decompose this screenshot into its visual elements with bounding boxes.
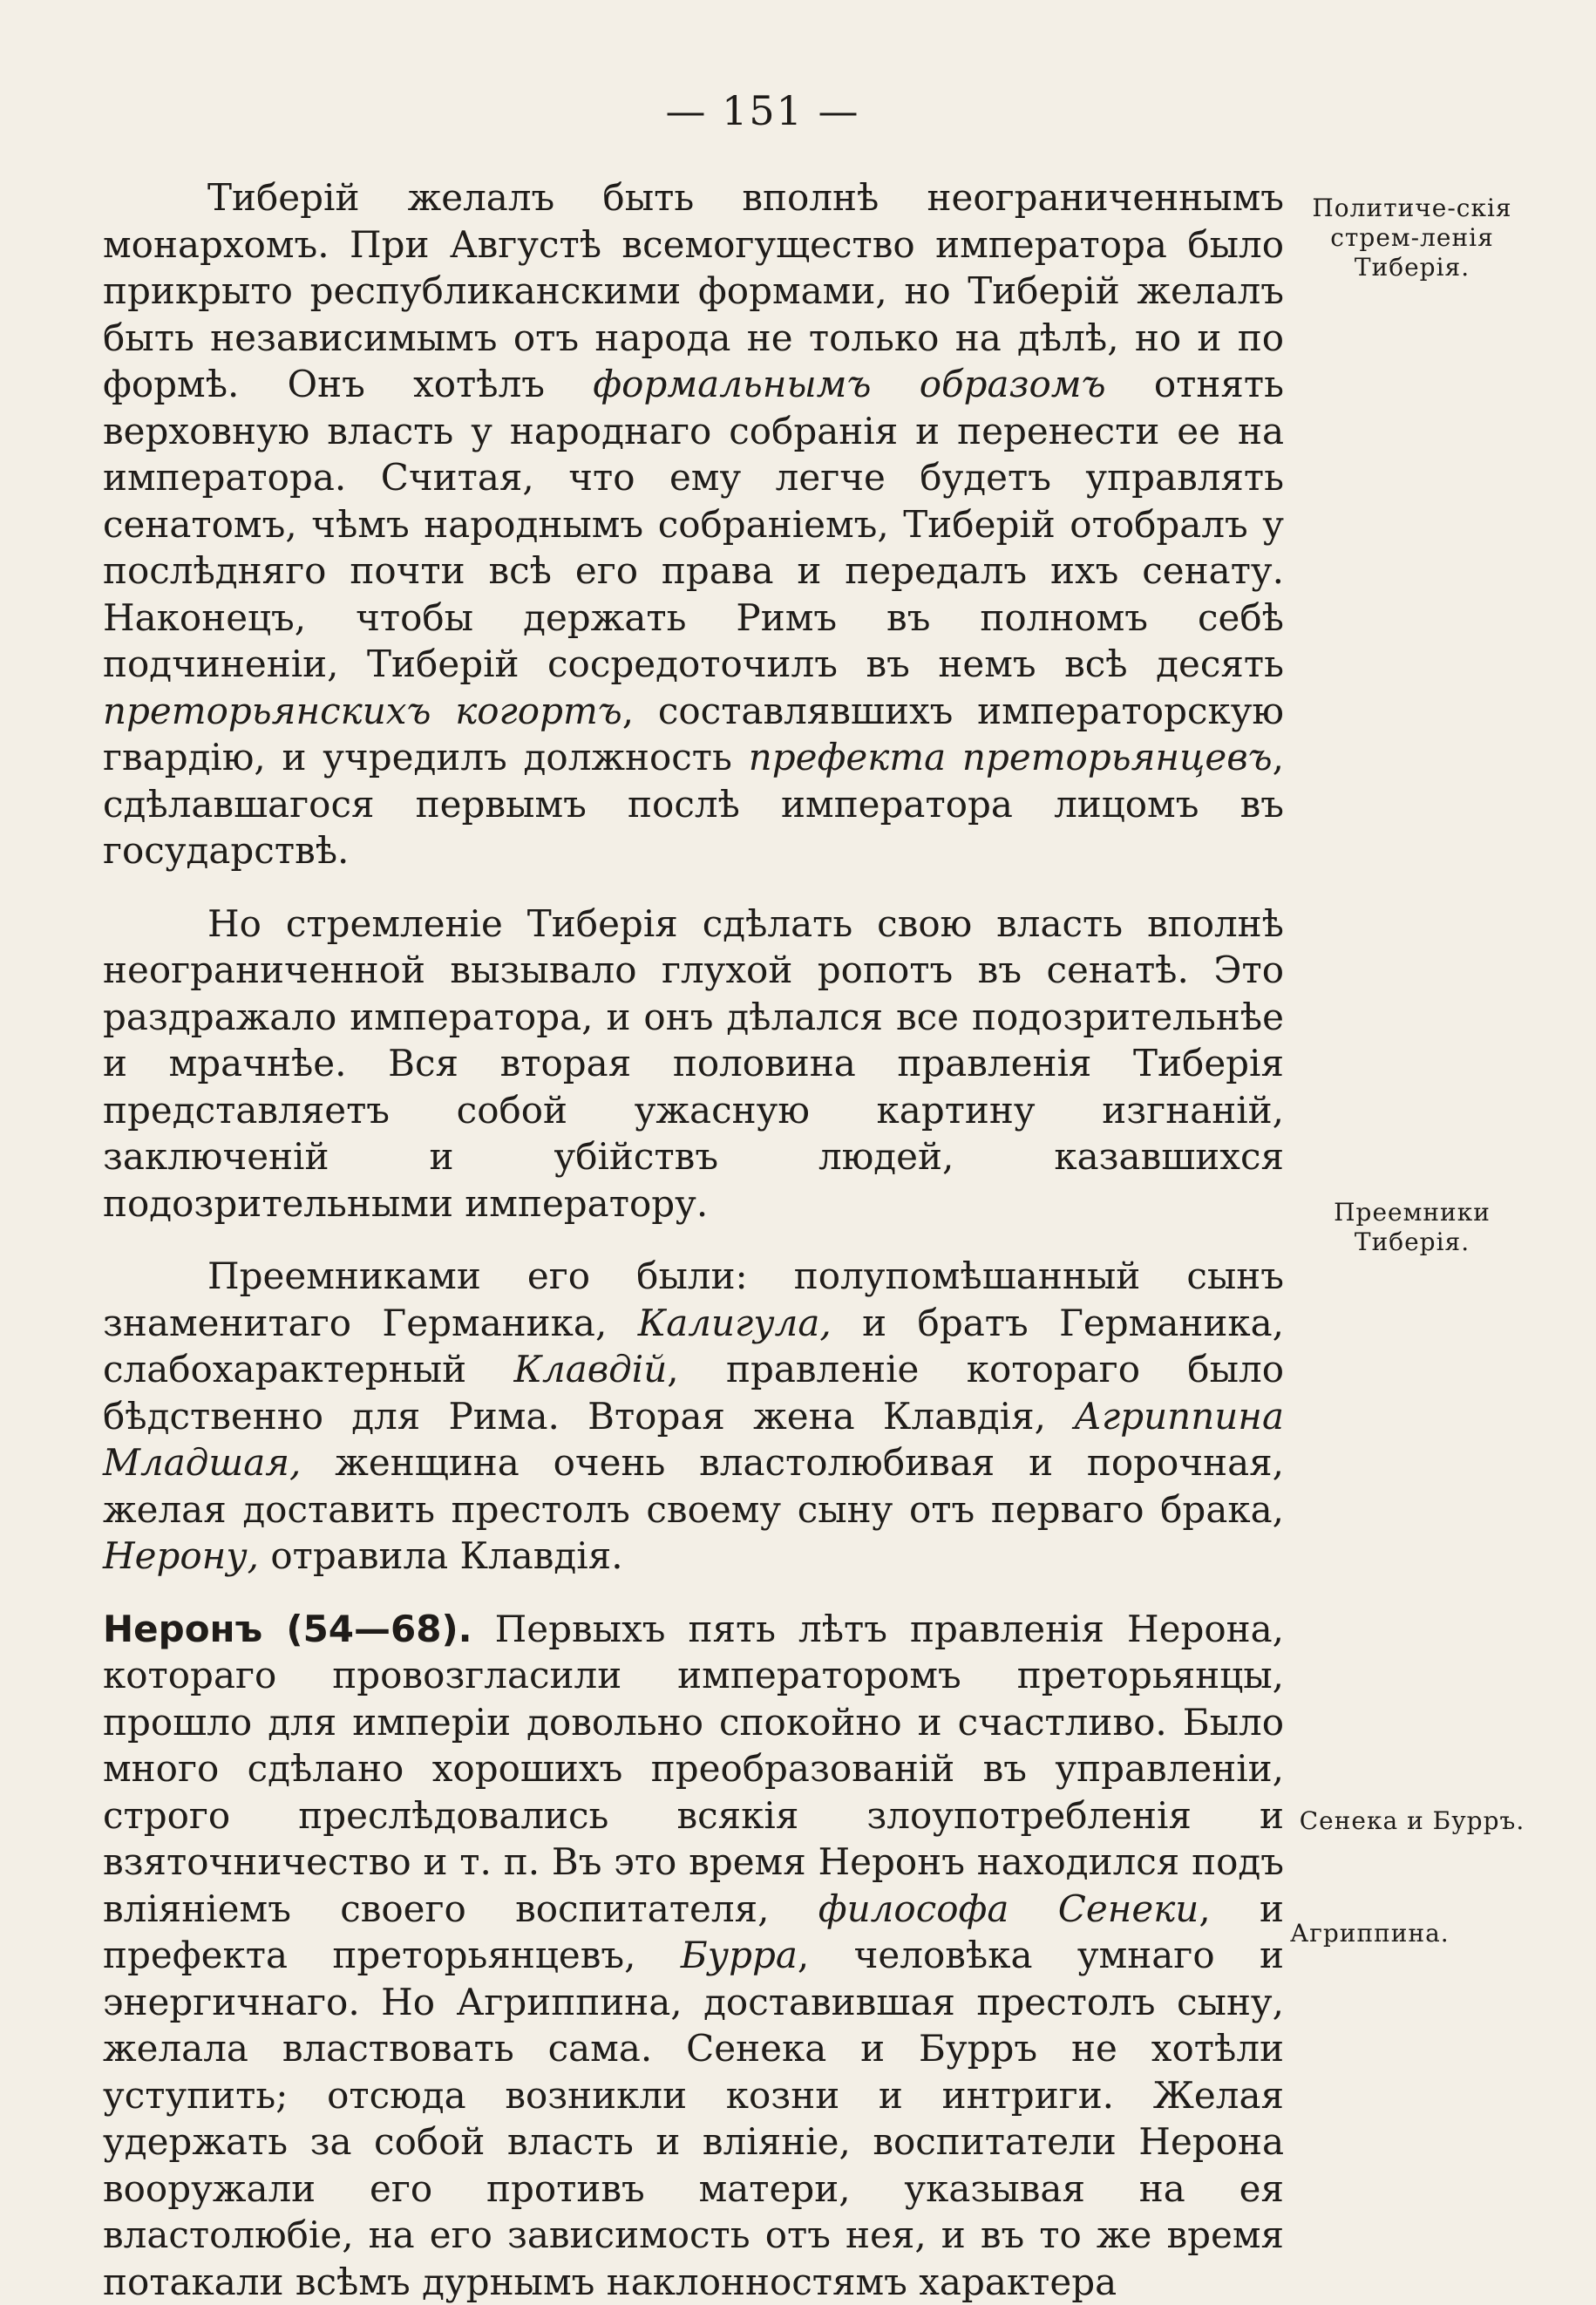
margin-note-agrippina: Агриппина. (1290, 1919, 1552, 1948)
text-span: Тиберій желалъ быть вполнѣ неограниченнымъ монархомъ. При Августѣ всемогущество императора было прикрыто республиканскими формами, но Тиберій желалъ быть независимымъ отъ народа не только на дѣлѣ, но и по формѣ. Онъ хотѣлъ (103, 176, 1284, 405)
emphasis: формальнымъ образомъ (593, 363, 1105, 405)
emphasis: Калигула, (638, 1302, 832, 1344)
section-heading: Неронъ (54—68). (103, 1608, 472, 1650)
text-span: , правленіе котораго было бѣдственно для Рима. Вторая жена Клавдія, (103, 1348, 1284, 1438)
text-span: Преемниками его были: полупомѣшанный сынъ знаменитаго Германика, (103, 1254, 1284, 1344)
text-span: , составлявшихъ императорскую гвардію, и учредилъ должность (103, 690, 1284, 779)
emphasis: Клавдій (513, 1348, 667, 1390)
paragraph-tiberius-suspicion: Но стремленіе Тиберія сдѣлать свою власть вполнѣ неограниченной вызывало глухой ропотъ въ сенатѣ. Это раздражало императора, и онъ дѣлался все подозрительнѣе и мрачнѣе. Вся вторая половина правленія Тиберія представляетъ собой ужасную картину изгнаній, заключеній и убійствъ людей, казавшихся подозрительными императору. (103, 901, 1284, 1227)
emphasis: философа Сенеки (818, 1887, 1199, 1930)
emphasis: префекта преторьянцевъ (749, 736, 1273, 779)
main-text (103, 174, 1284, 2305)
emphasis: Бурра (681, 1934, 798, 1976)
text-span: отнять верховную власть у народнаго собранія и перенести ее на императора. Считая, что ему легче будетъ управлять сенатомъ, чѣмъ народнымъ собраніемъ, Тиберій отобралъ у послѣдняго почти всѣ его права и передалъ ихъ сенату. Наконецъ, чтобы держать Римъ въ полномъ себѣ подчиненіи, Тиберій сосредоточилъ въ немъ всѣ десять (103, 363, 1284, 685)
margin-note-successors: Преемники Тиберія. (1281, 1198, 1543, 1257)
emphasis: Нерону, (103, 1534, 259, 1577)
text-span: женщина очень властолюбивая и порочная, желая доставить престолъ своему сыну отъ перваго брака, (103, 1441, 1284, 1531)
text-span: , человѣка умнаго и энергичнаго. Но Агриппина, доставившая престолъ сыну, желала властвовать сама. Сенека и Бурръ не хотѣли уступить; отсюда возникли козни и интриги. Желая удержать за собой власть и вліяніе, воспитатели Нерона вооружали его противъ матери, указывая на ея властолюбіе, на его зависимость отъ нея, и въ то же время потакали всѣмъ дурнымъ наклонностямъ характера (103, 1934, 1284, 2303)
paragraph-nero (103, 1606, 1284, 2305)
text-span: отравила Клавдія. (259, 1534, 623, 1577)
paragraph-successors (103, 1253, 1284, 1580)
text-span: и братъ Германика, слабохарактерный (103, 1302, 1284, 1391)
margin-note-political-aims: Политиче-скія стрем-ленія Тиберія. (1281, 194, 1543, 282)
emphasis: Агриппина Младшая, (103, 1395, 1284, 1485)
page-number: — 151 — (0, 87, 1525, 134)
paragraph-tiberius-aims (103, 174, 1284, 874)
text-span: Первыхъ пять лѣтъ правленія Нерона, котораго провозгласили императоромъ преторьянцы, прошло для имперіи довольно спокойно и счастливо. Было много сдѣлано хорошихъ преобразованій въ управленіи, строго преслѣдовались всякія злоупотребленія и взяточничество и т. п. Въ это время Неронъ находился подъ вліяніемъ своего воспитателя, (103, 1608, 1284, 1930)
margin-note-seneca-burrus: Сенека и Бурръ. (1281, 1806, 1543, 1836)
text-span: , сдѣлавшагося первымъ послѣ императора лицомъ въ государствѣ. (103, 736, 1284, 872)
text-span: , и префекта преторьянцевъ, (103, 1887, 1284, 1977)
emphasis: преторьянскихъ когортъ (103, 690, 622, 732)
